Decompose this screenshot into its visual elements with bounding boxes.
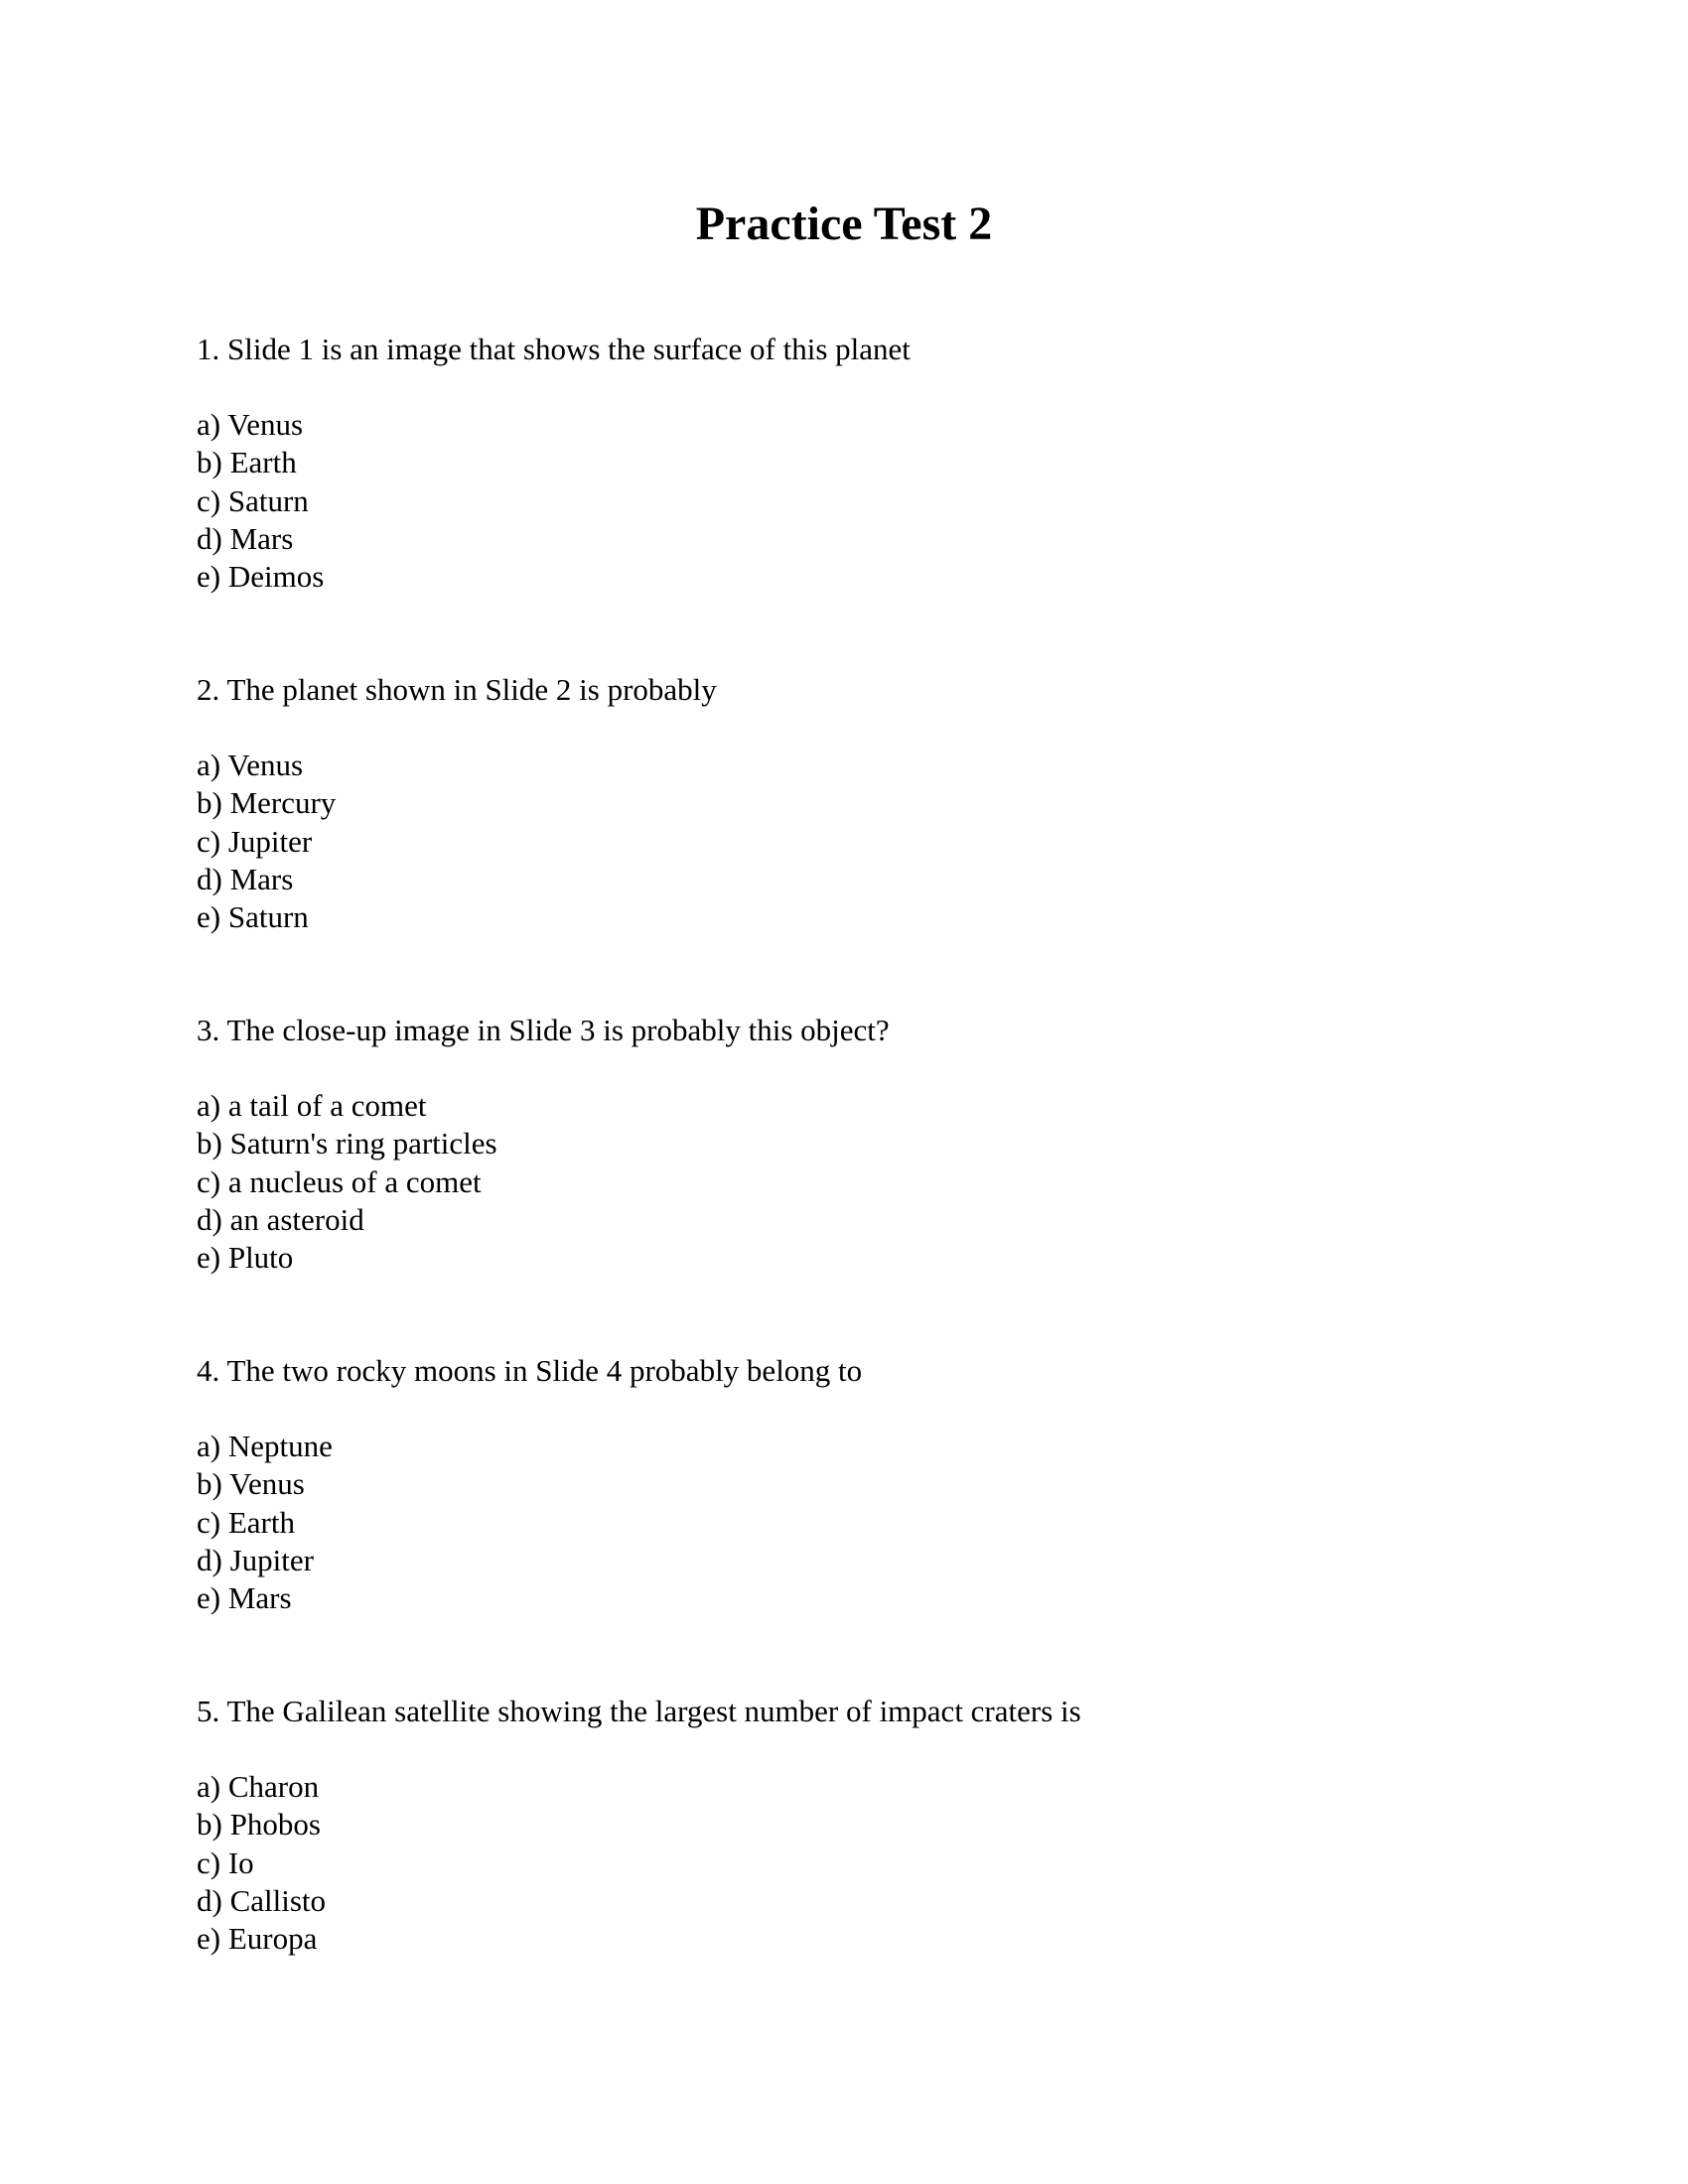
question-text: 5. The Galilean satellite showing the largest number of impact craters is (197, 1694, 1081, 1728)
answer-option: b) Venus (197, 1466, 305, 1502)
answer-option: a) a tail of a comet (197, 1088, 427, 1123)
answer-option: d) Jupiter (197, 1542, 314, 1577)
answer-option: e) Saturn (197, 899, 309, 935)
answer-option: c) Jupiter (197, 823, 313, 859)
answer-option: c) Saturn (197, 482, 309, 518)
answer-option: a) Charon (197, 1769, 320, 1804)
answer-option: d) Mars (197, 861, 294, 896)
answer-option: b) Earth (197, 445, 297, 480)
answer-option: e) Europa (197, 1921, 318, 1957)
question-1 (197, 331, 1487, 596)
question-4 (197, 1352, 1487, 1617)
question-5 (197, 1693, 1487, 1958)
answer-option: b) Saturn's ring particles (197, 1126, 497, 1161)
answer-option: a) Venus (197, 407, 304, 442)
question-3 (197, 1012, 1487, 1277)
answer-options (197, 1428, 1487, 1617)
page-title: Practice Test 2 (695, 198, 993, 250)
answer-option: b) Mercury (197, 785, 337, 821)
answer-option: b) Phobos (197, 1807, 321, 1843)
answer-option: d) an asteroid (197, 1201, 364, 1237)
answer-option: a) Neptune (197, 1429, 333, 1463)
question-text: 3. The close-up image in Slide 3 is probably this object? (197, 1013, 890, 1047)
answer-option: e) Deimos (197, 559, 325, 595)
answer-options (197, 406, 1487, 596)
answer-option: a) Venus (197, 748, 304, 782)
answer-option: d) Callisto (197, 1882, 327, 1918)
answer-option: d) Mars (197, 520, 294, 556)
answer-options (197, 1768, 1487, 1958)
answer-options (197, 1087, 1487, 1277)
question-text: 4. The two rocky moons in Slide 4 probably belong to (197, 1353, 863, 1388)
answer-option: c) Earth (197, 1504, 295, 1540)
answer-option: c) a nucleus of a comet (197, 1163, 482, 1199)
answer-option: c) Io (197, 1844, 254, 1880)
answer-option: e) Mars (197, 1580, 292, 1616)
answer-options (197, 747, 1487, 936)
question-text: 2. The planet shown in Slide 2 is probably (197, 672, 717, 707)
answer-option: e) Pluto (197, 1240, 294, 1276)
question-text: 1. Slide 1 is an image that shows the surface of this planet (197, 332, 911, 366)
question-2 (197, 671, 1487, 936)
